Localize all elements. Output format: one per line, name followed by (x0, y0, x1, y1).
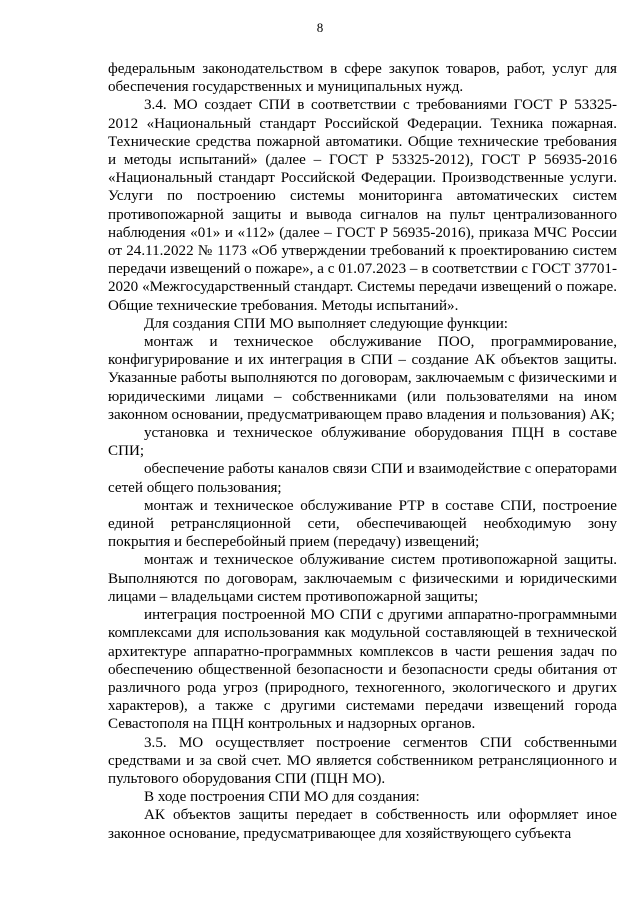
list-item: монтаж и техническое обслуживание РТР в составе СПИ, построение единой ретрансляционной сети, обеспечивающей необходимую зону покрытия и бесперебойный прием (передачу) извещений; (108, 497, 617, 551)
list-item: обеспечение работы каналов связи СПИ и взаимодействие с операторами сетей общего пользования; (108, 461, 617, 496)
list-item: интеграция построенной МО СПИ с другими аппаратно-программными комплексами для использования как модульной составляющей в технической архитектуре аппаратно-программных комплексов в части решения задач по обеспечению общественной безопасности и безопасности среды обитания от различного рода угроз (природного, техногенного, экологического и других характеров), а также с другими системами передачи извещений города Севастополя на ПЦН контрольных и надзорных органов. (108, 607, 617, 733)
paragraph: федеральным законодательством в сфере закупок товаров, работ, услуг для обеспечения государственных и муниципальных нужд. (108, 61, 617, 96)
page-number: 8 (316, 20, 324, 35)
paragraph: АК объектов защиты передает в собственность или оформляет иное законное основание, предусматривающее для хозяйствующего субъекта (108, 807, 617, 842)
list-item: установка и техническое облуживание оборудования ПЦН в составе СПИ; (108, 425, 617, 460)
list-item: монтаж и техническое обслуживание ПОО, программирование, конфигурирование и их интеграция в СПИ – создание АК объектов защиты. Указанные работы выполняются по договорам, заключаемым с физическими и юридическими лицами – собственниками (или пользователями на ином законном основании, предусматривающем право владения и пользования) АК; (108, 334, 617, 423)
paragraph-section-3-4: 3.4. МО создает СПИ в соответствии с требованиями ГОСТ Р 53325-2012 «Национальный стандарт Российской Федерации. Техника пожарная. Технические средства пожарной автоматики. Общие технические требования и методы испытаний» (далее – ГОСТ Р 53325-2012), ГОСТ Р 56935-2016 «Национальный стандарт Российской Федерации. Производственные услуги. Услуги по построению системы мониторинга автоматических систем противопожарной защиты и вывода сигналов на пульт централизованного наблюдения «01» и «112» (далее – ГОСТ Р 56935-2016), приказа МЧС России от 24.11.2022 № 1173 «Об утверждении требований к проектированию систем передачи извещений о пожаре», а с 01.07.2023 – в соответствии с ГОСТ 37701-2020 «Межгосударственный стандарт. Системы передачи извещений о пожаре. Общие технические требования. Методы испытаний». (108, 97, 617, 314)
paragraph-section-3-5: 3.5. МО осуществляет построение сегментов СПИ собственными средствами и за свой счет. МО является собственником ретрансляционного и пультового оборудования СПИ (ПЦН МО). (108, 734, 617, 787)
list-item: монтаж и техническое облуживание систем противопожарной защиты. Выполняются по договорам, заключаемым с физическими и юридическими лицами – владельцами систем противопожарной защиты; (108, 552, 617, 605)
paragraph: В ходе построения СПИ МО для создания: (144, 789, 420, 806)
paragraph: Для создания СПИ МО выполняет следующие функции: (144, 315, 508, 332)
document-body (108, 60, 617, 843)
